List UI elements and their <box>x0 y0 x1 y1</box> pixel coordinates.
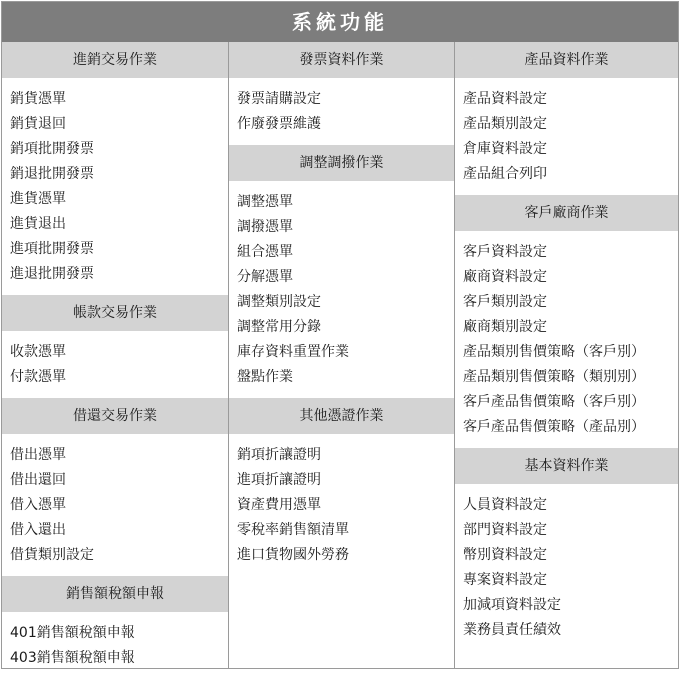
function-link[interactable]: 部門資料設定 <box>463 522 547 538</box>
function-link[interactable]: 進貨憑單 <box>10 191 66 207</box>
function-link[interactable]: 廠商類別設定 <box>463 319 547 335</box>
function-link[interactable]: 幣別資料設定 <box>463 547 547 563</box>
function-link[interactable]: 客戶類別設定 <box>463 294 547 310</box>
function-link[interactable]: 銷貨退回 <box>10 116 66 132</box>
function-link[interactable]: 發票請購設定 <box>237 91 321 107</box>
function-link[interactable]: 進貨退出 <box>10 216 66 232</box>
section-heading: 調整調撥作業 <box>229 145 454 181</box>
function-link[interactable]: 零稅率銷售額清單 <box>237 522 349 538</box>
section-heading: 借還交易作業 <box>2 398 228 434</box>
section-item-list <box>455 484 678 651</box>
section-item-list <box>455 231 678 448</box>
function-link[interactable]: 銷貨憑單 <box>10 91 66 107</box>
section-heading: 基本資料作業 <box>455 448 678 484</box>
function-link[interactable]: 付款憑單 <box>10 369 66 385</box>
section-heading: 帳款交易作業 <box>2 295 228 331</box>
section-item-list <box>2 331 228 398</box>
function-link[interactable]: 借出憑單 <box>10 447 66 463</box>
function-link[interactable]: 作廢發票維護 <box>237 116 321 132</box>
function-link[interactable]: 調撥憑單 <box>237 219 293 235</box>
function-link[interactable]: 借入還出 <box>10 522 66 538</box>
function-link[interactable]: 產品類別售價策略（類別別） <box>463 369 645 385</box>
section-item-list <box>229 181 454 398</box>
section-heading: 銷售額稅額申報 <box>2 576 228 612</box>
function-link[interactable]: 專案資料設定 <box>463 572 547 588</box>
function-link[interactable]: 庫存資料重置作業 <box>237 344 349 360</box>
panel-title: 系統功能 <box>2 2 678 42</box>
function-link[interactable]: 401銷售額稅額申報 <box>10 625 135 641</box>
section-item-list <box>229 78 454 145</box>
function-link[interactable]: 403銷售額稅額申報 <box>10 650 135 666</box>
function-link[interactable]: 進項折讓證明 <box>237 472 321 488</box>
function-link[interactable]: 客戶產品售價策略（產品別） <box>463 419 645 435</box>
section-heading: 產品資料作業 <box>455 42 678 78</box>
column-2 <box>228 42 454 668</box>
section-heading: 進銷交易作業 <box>2 42 228 78</box>
function-link[interactable]: 客戶產品售價策略（客戶別） <box>463 394 645 410</box>
function-link[interactable]: 客戶資料設定 <box>463 244 547 260</box>
section-heading: 客戶廠商作業 <box>455 195 678 231</box>
function-link[interactable]: 分解憑單 <box>237 269 293 285</box>
function-link[interactable]: 產品類別設定 <box>463 116 547 132</box>
function-link[interactable]: 調整憑單 <box>237 194 293 210</box>
function-link[interactable]: 資產費用憑單 <box>237 497 321 513</box>
function-link[interactable]: 銷項批開發票 <box>10 141 94 157</box>
system-functions-panel <box>1 1 679 669</box>
section-heading: 其他憑證作業 <box>229 398 454 434</box>
function-link[interactable]: 銷退批開發票 <box>10 166 94 182</box>
function-link[interactable]: 加減項資料設定 <box>463 597 561 613</box>
function-link[interactable]: 借出還回 <box>10 472 66 488</box>
function-link[interactable]: 進口貨物國外勞務 <box>237 547 349 563</box>
function-link[interactable]: 借入憑單 <box>10 497 66 513</box>
section-item-list <box>2 612 228 679</box>
section-item-list <box>229 434 454 576</box>
function-link[interactable]: 人員資料設定 <box>463 497 547 513</box>
function-link[interactable]: 產品資料設定 <box>463 91 547 107</box>
function-link[interactable]: 銷項折讓證明 <box>237 447 321 463</box>
function-link[interactable]: 調整常用分錄 <box>237 319 321 335</box>
function-link[interactable]: 廠商資料設定 <box>463 269 547 285</box>
section-item-list <box>2 434 228 576</box>
columns-container <box>2 42 678 668</box>
section-item-list <box>455 78 678 195</box>
column-3 <box>454 42 678 668</box>
function-link[interactable]: 收款憑單 <box>10 344 66 360</box>
function-link[interactable]: 盤點作業 <box>237 369 293 385</box>
function-link[interactable]: 調整類別設定 <box>237 294 321 310</box>
function-link[interactable]: 業務員責任績效 <box>463 622 561 638</box>
function-link[interactable]: 產品組合列印 <box>463 166 547 182</box>
section-heading: 發票資料作業 <box>229 42 454 78</box>
function-link[interactable]: 進項批開發票 <box>10 241 94 257</box>
function-link[interactable]: 進退批開發票 <box>10 266 94 282</box>
function-link[interactable]: 倉庫資料設定 <box>463 141 547 157</box>
section-item-list <box>2 78 228 295</box>
function-link[interactable]: 組合憑單 <box>237 244 293 260</box>
function-link[interactable]: 產品類別售價策略（客戶別） <box>463 344 645 360</box>
column-1 <box>2 42 228 668</box>
function-link[interactable]: 借貨類別設定 <box>10 547 94 563</box>
